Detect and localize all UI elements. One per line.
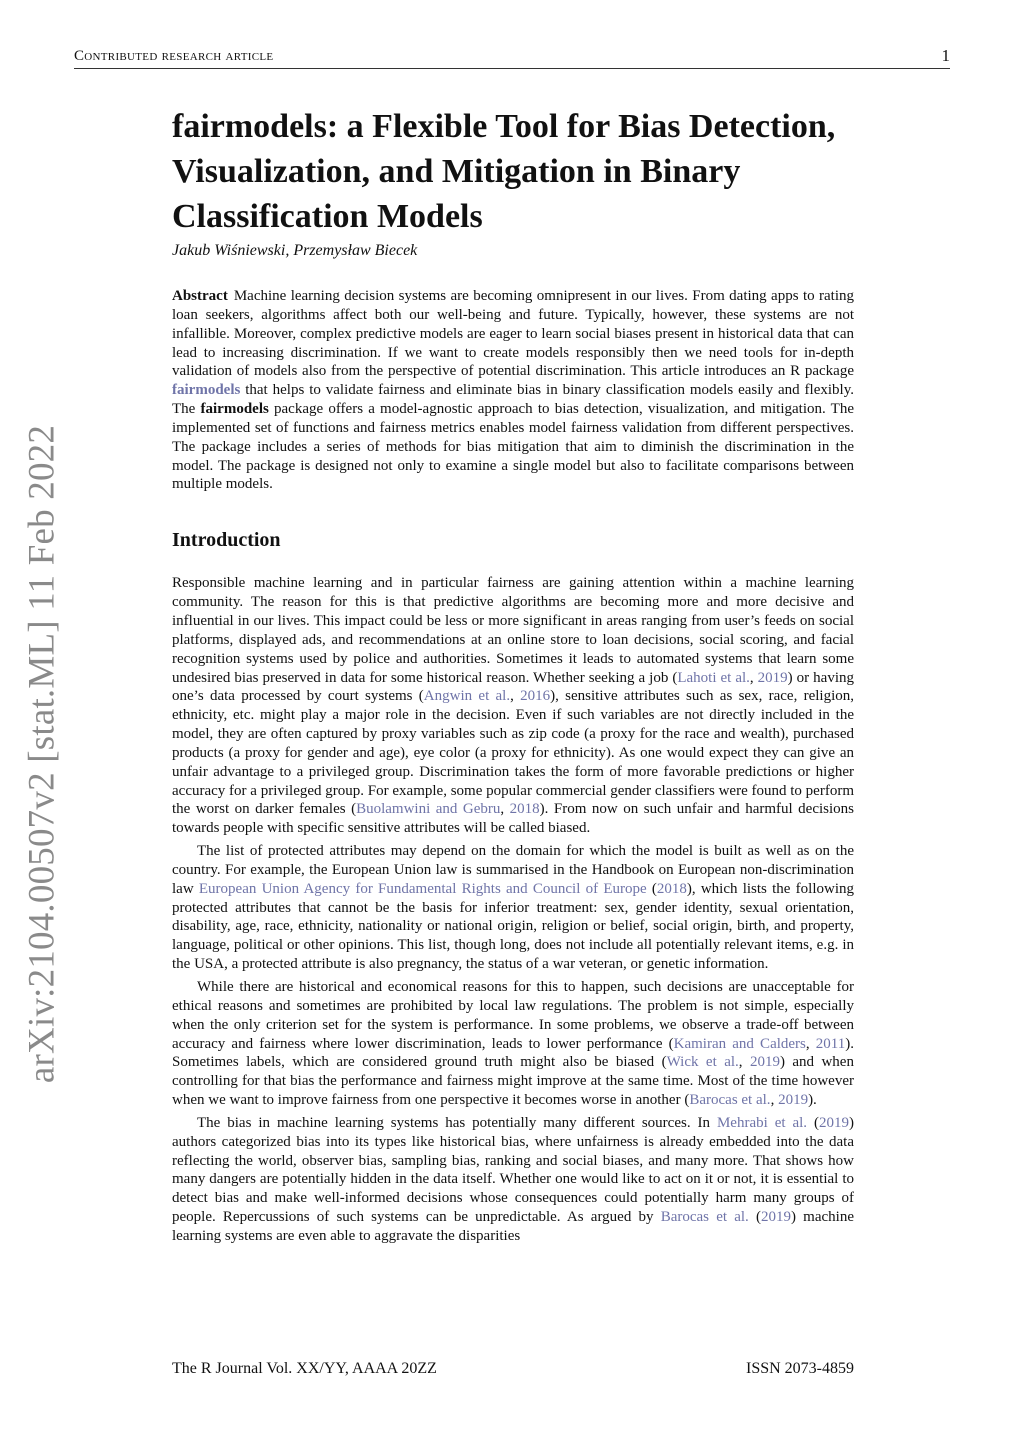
- text-run: that helps to validate fairness and eliminate bias in binary classification models easily and flexibly. The: [172, 382, 854, 418]
- article-type-label: Contributed research article: [74, 48, 274, 64]
- text-run: (: [646, 880, 657, 897]
- running-header: [74, 46, 950, 69]
- footer: [172, 1336, 854, 1448]
- citation-link[interactable]: 2019: [757, 669, 788, 686]
- text-run: ), sensitive attributes such as sex, race, religion, ethnicity, etc. might play a major role in the decision. Even if such variables are not directly included in the model, they are often captured by proxy variables such as zip code (a proxy for the race and wealth), purchased products (a proxy for gender and age), eye color (a proxy for ethnicity). As one would expect they can give an unfair advantage to a privileged group. Discrimination takes the form of more favorable predictions or higher accuracy for a privileged group. For example, some popular commercial gender classifiers were found to perform the worst on darker females (: [172, 688, 855, 818]
- citation-link[interactable]: 2019: [778, 1092, 809, 1109]
- page-number: 1: [941, 46, 950, 65]
- section-heading-introduction: Introduction: [172, 529, 281, 552]
- citation-link[interactable]: 2018: [656, 880, 687, 897]
- text-run: Responsible machine learning and in particular fairness are gaining attention within a machine learning community. The reason for this is that predictive algorithms are becoming more and more decisive and influential in our lives. This impact could be less or more significant in areas ranging from user’s feeds on social platforms, displayed ads, and recommendations at an online store to loan decisions, social scoring, and facial recognition systems used by police and authorities. Sometimes it leads to automated systems that learn some undesired bias preserved in data for some historical reason. Whether seeking a job (: [172, 575, 854, 686]
- text-run: (: [748, 1209, 761, 1226]
- text-run: ,: [500, 801, 510, 818]
- citation-link[interactable]: 2016: [520, 688, 551, 705]
- text-run: ) or having one’s data processed by court systems (: [172, 669, 854, 705]
- footer-issn: ISSN 2073-4859: [745, 1360, 854, 1377]
- citation-link[interactable]: Barocas et al.: [660, 1209, 749, 1226]
- citation-link[interactable]: 2019: [819, 1114, 849, 1131]
- authors: Jakub Wiśniewski, Przemysław Biecek: [172, 242, 418, 259]
- citation-link[interactable]: Lahoti et al.: [677, 669, 750, 686]
- citation-link[interactable]: 2019: [760, 1209, 791, 1226]
- citation-link[interactable]: Buolamwini and Gebru: [356, 801, 501, 818]
- text-run: The list of protected attributes may depend on the domain for which the model is built as well as on the country. For example, the European Union law is summarised in the Handbook on European non-discrimination law: [172, 843, 854, 897]
- citation-link[interactable]: Angwin et al.: [423, 688, 511, 705]
- text-run: ) authors categorized bias into its types like historical bias, where unfairness is already embedded into the data reflecting the world, observer bias, sampling bias, ranking and social biases, and many more. That shows how many dangers are potentially hidden in the data itself. Whether one would like to act on it or not, it is essential to detect bias and make well-informed decisions whose consequences could potentially harm many groups of people. Repercussions of such systems can be unpredictable. As argued by: [172, 1114, 854, 1226]
- text-run: package offers a model-agnostic approach to bias detection, visualization, and mitigation. The implemented set of functions and fairness metrics enables model fairness validation from different perspectives. The package includes a series of methods for bias mitigation that aim to diminish the discrimination in the model. The package is designed not only to examine a single model but also to facilitate comparisons between multiple models.: [172, 401, 854, 493]
- text-run: ,: [805, 1035, 816, 1052]
- citation-link[interactable]: Kamiran and Calders: [673, 1035, 806, 1052]
- text-run: ). From now on such unfair and harmful decisions towards people with specific sensitive attributes will be called biased.: [172, 801, 854, 837]
- citation-link[interactable]: Barocas et al.: [689, 1092, 771, 1109]
- text-run: ), which lists the following protected attributes that cannot be the basis for inferior treatment: sex, gender identity, sexual orientation, disability, age, race, ethnicity, nationality or national origin, religion or belief, social origin, birth, and property, language, political or other opinions. This list, though long, does not include all potentially relevant items, e.g. in the USA, a protected attribute is also pregnancy, the status of a war veteran, or genetic information.: [172, 880, 854, 973]
- article-title: fairmodels: a Flexible Tool for Bias Detection, Visualization, and Mitigation in Binary Classification Models: [172, 108, 836, 235]
- paragraph: [172, 978, 854, 1110]
- text-run: ) and when controlling for that bias the performance and fairness might improve at the same time. Most of the time however when we want to improve fairness from one perspective it becomes worse in another (: [172, 1054, 854, 1109]
- package-name: fairmodels: [200, 401, 269, 418]
- paragraph: [172, 1114, 854, 1246]
- text-run: (: [807, 1114, 819, 1131]
- introduction-body: [172, 574, 854, 1246]
- citation-link[interactable]: 2011: [815, 1035, 846, 1052]
- paragraph: [172, 842, 854, 974]
- text-run: ,: [510, 688, 521, 705]
- text-run: The bias in machine learning systems has potentially many different sources. In: [197, 1114, 717, 1131]
- article-body: [172, 0, 854, 1250]
- abstract-text: [172, 288, 854, 492]
- text-run: ,: [738, 1054, 750, 1071]
- text-run: ,: [770, 1092, 779, 1109]
- text-run: ).: [808, 1092, 817, 1109]
- text-run: While there are historical and economical reasons for this to happen, such decisions are unacceptable for ethical reasons and sometimes are prohibited by local law regulations. The problem is not simple, especially when the only criterion set for the system is performance. In some problems, we observe a trade-off between accuracy and fairness where lower discrimination, leads to lower performance (: [172, 979, 854, 1052]
- text-run: ) machine learning systems are even able to aggravate the disparities: [172, 1209, 854, 1244]
- citation-link[interactable]: Wick et al.: [666, 1054, 739, 1071]
- citation-link[interactable]: Mehrabi et al.: [716, 1114, 808, 1131]
- abstract-label: Abstract: [172, 288, 228, 304]
- text-run: ). Sometimes labels, which are considered ground truth might also be biased (: [172, 1035, 854, 1071]
- citation-link[interactable]: 2019: [749, 1054, 780, 1071]
- citation-link[interactable]: fairmodels: [172, 382, 241, 399]
- abstract: [172, 287, 854, 494]
- text-run: Machine learning decision systems are becoming omnipresent in our lives. From dating apps to rating loan seekers, algorithms affect both our well-being and future. Typically, however, these systems are not infallible. Moreover, complex predictive models are eager to learn social biases present in historical data that can lead to increasing discrimination. If we want to create models responsibly then we need tools for in-depth validation of models also from the perspective of potential discrimination. This article introduces an R package: [172, 288, 854, 380]
- arxiv-stamp[interactable]: arXiv:2104.00507v2 [stat.ML] 11 Feb 2022: [21, 424, 63, 1084]
- footer-journal: The R Journal Vol. XX/YY, AAAA 20ZZ: [172, 1360, 437, 1377]
- text-run: ,: [749, 669, 758, 686]
- citation-link[interactable]: European Union Agency for Fundamental Rights and Council of Europe: [198, 880, 647, 897]
- citation-link[interactable]: 2018: [509, 801, 540, 818]
- paragraph: [172, 574, 854, 838]
